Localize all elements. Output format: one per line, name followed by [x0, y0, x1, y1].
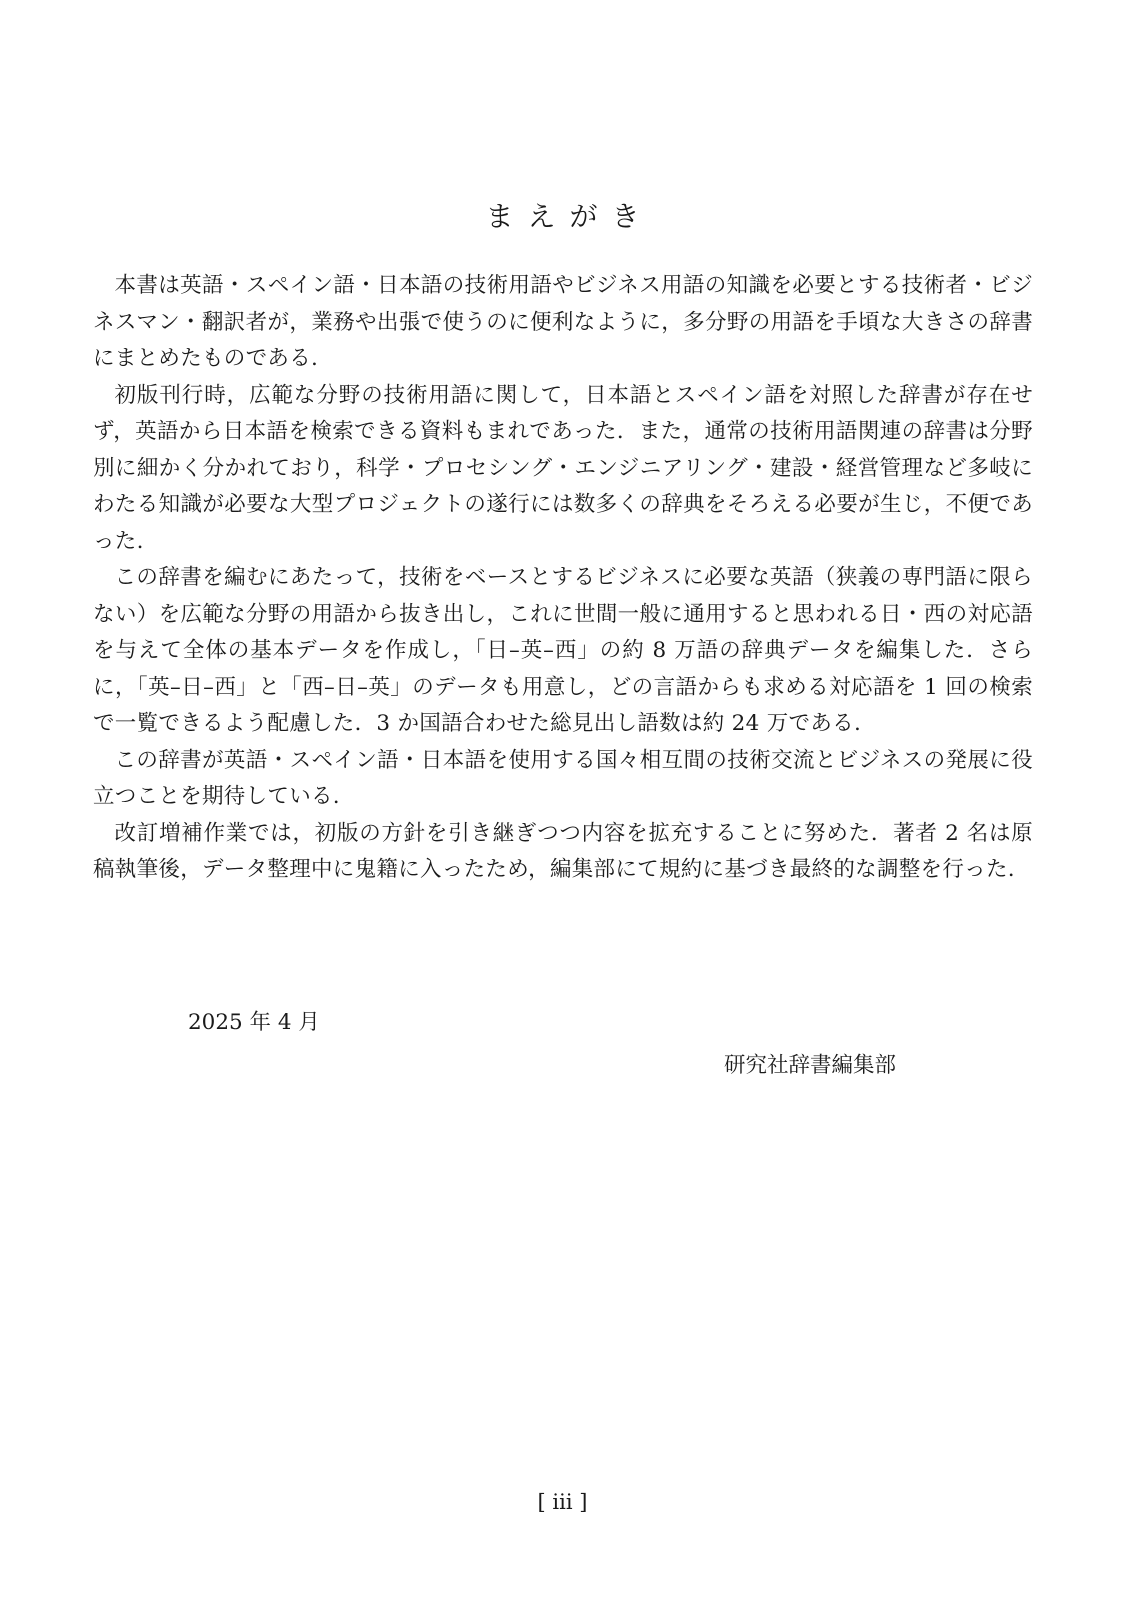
paragraph-2: 初版刊行時，広範な分野の技術用語に関して，日本語とスペイン語を対照した辞書が存在せず，英語から日本語を検索できる資料もまれであった．また，通常の技術用語関連の辞書は分野別に細かく分かれており，科学・プロセシング・エンジニアリング・建設・経営管理など多岐にわたる知識が必要な大型プロジェクトの遂行には数多くの辞典をそろえる必要が生じ，不便であった.	[93, 382, 1033, 554]
paragraph-3: この辞書を編むにあたって，技術をベースとするビジネスに必要な英語（狭義の専門語に限らない）を広範な分野の用語から抜き出し，これに世間一般に通用すると思われる日・西の対応語を与えて全体の基本データを作成し，「日–英–西」の約 8 万語の辞典データを編集した．さらに，「英–日–西」と「西–日–英」のデータも用意し，どの言語からも求める対応語を 1 回の検索で一覧できるよう配慮した．3 か国語合わせた総見出し語数は約 24 万である.	[93, 565, 1033, 736]
paragraph-4: この辞書が英語・スペイン語・日本語を使用する国々相互間の技術交流とビジネスの発展に役立つことを期待している.	[93, 747, 1033, 809]
page-title: まえがき	[485, 200, 654, 233]
date-line: 2025 年 4 月	[188, 1010, 320, 1035]
page-number: [ iii ]	[537, 1490, 588, 1514]
paragraph-5: 改訂増補作業では，初版の方針を引き継ぎつつ内容を拡充することに努めた．著者 2 名は原稿執筆後，データ整理中に鬼籍に入ったため，編集部にて規約に基づき最終的な調整を行った.	[93, 820, 1033, 882]
preface-body	[93, 268, 1033, 889]
paragraph-1: 本書は英語・スペイン語・日本語の技術用語やビジネス用語の知識を必要とする技術者・ビジネスマン・翻訳者が，業務や出張で使うのに便利なように，多分野の用語を手頃な大きさの辞書にまとめたものである.	[93, 273, 1033, 371]
editor-signature: 研究社辞書編集部	[724, 1053, 897, 1078]
